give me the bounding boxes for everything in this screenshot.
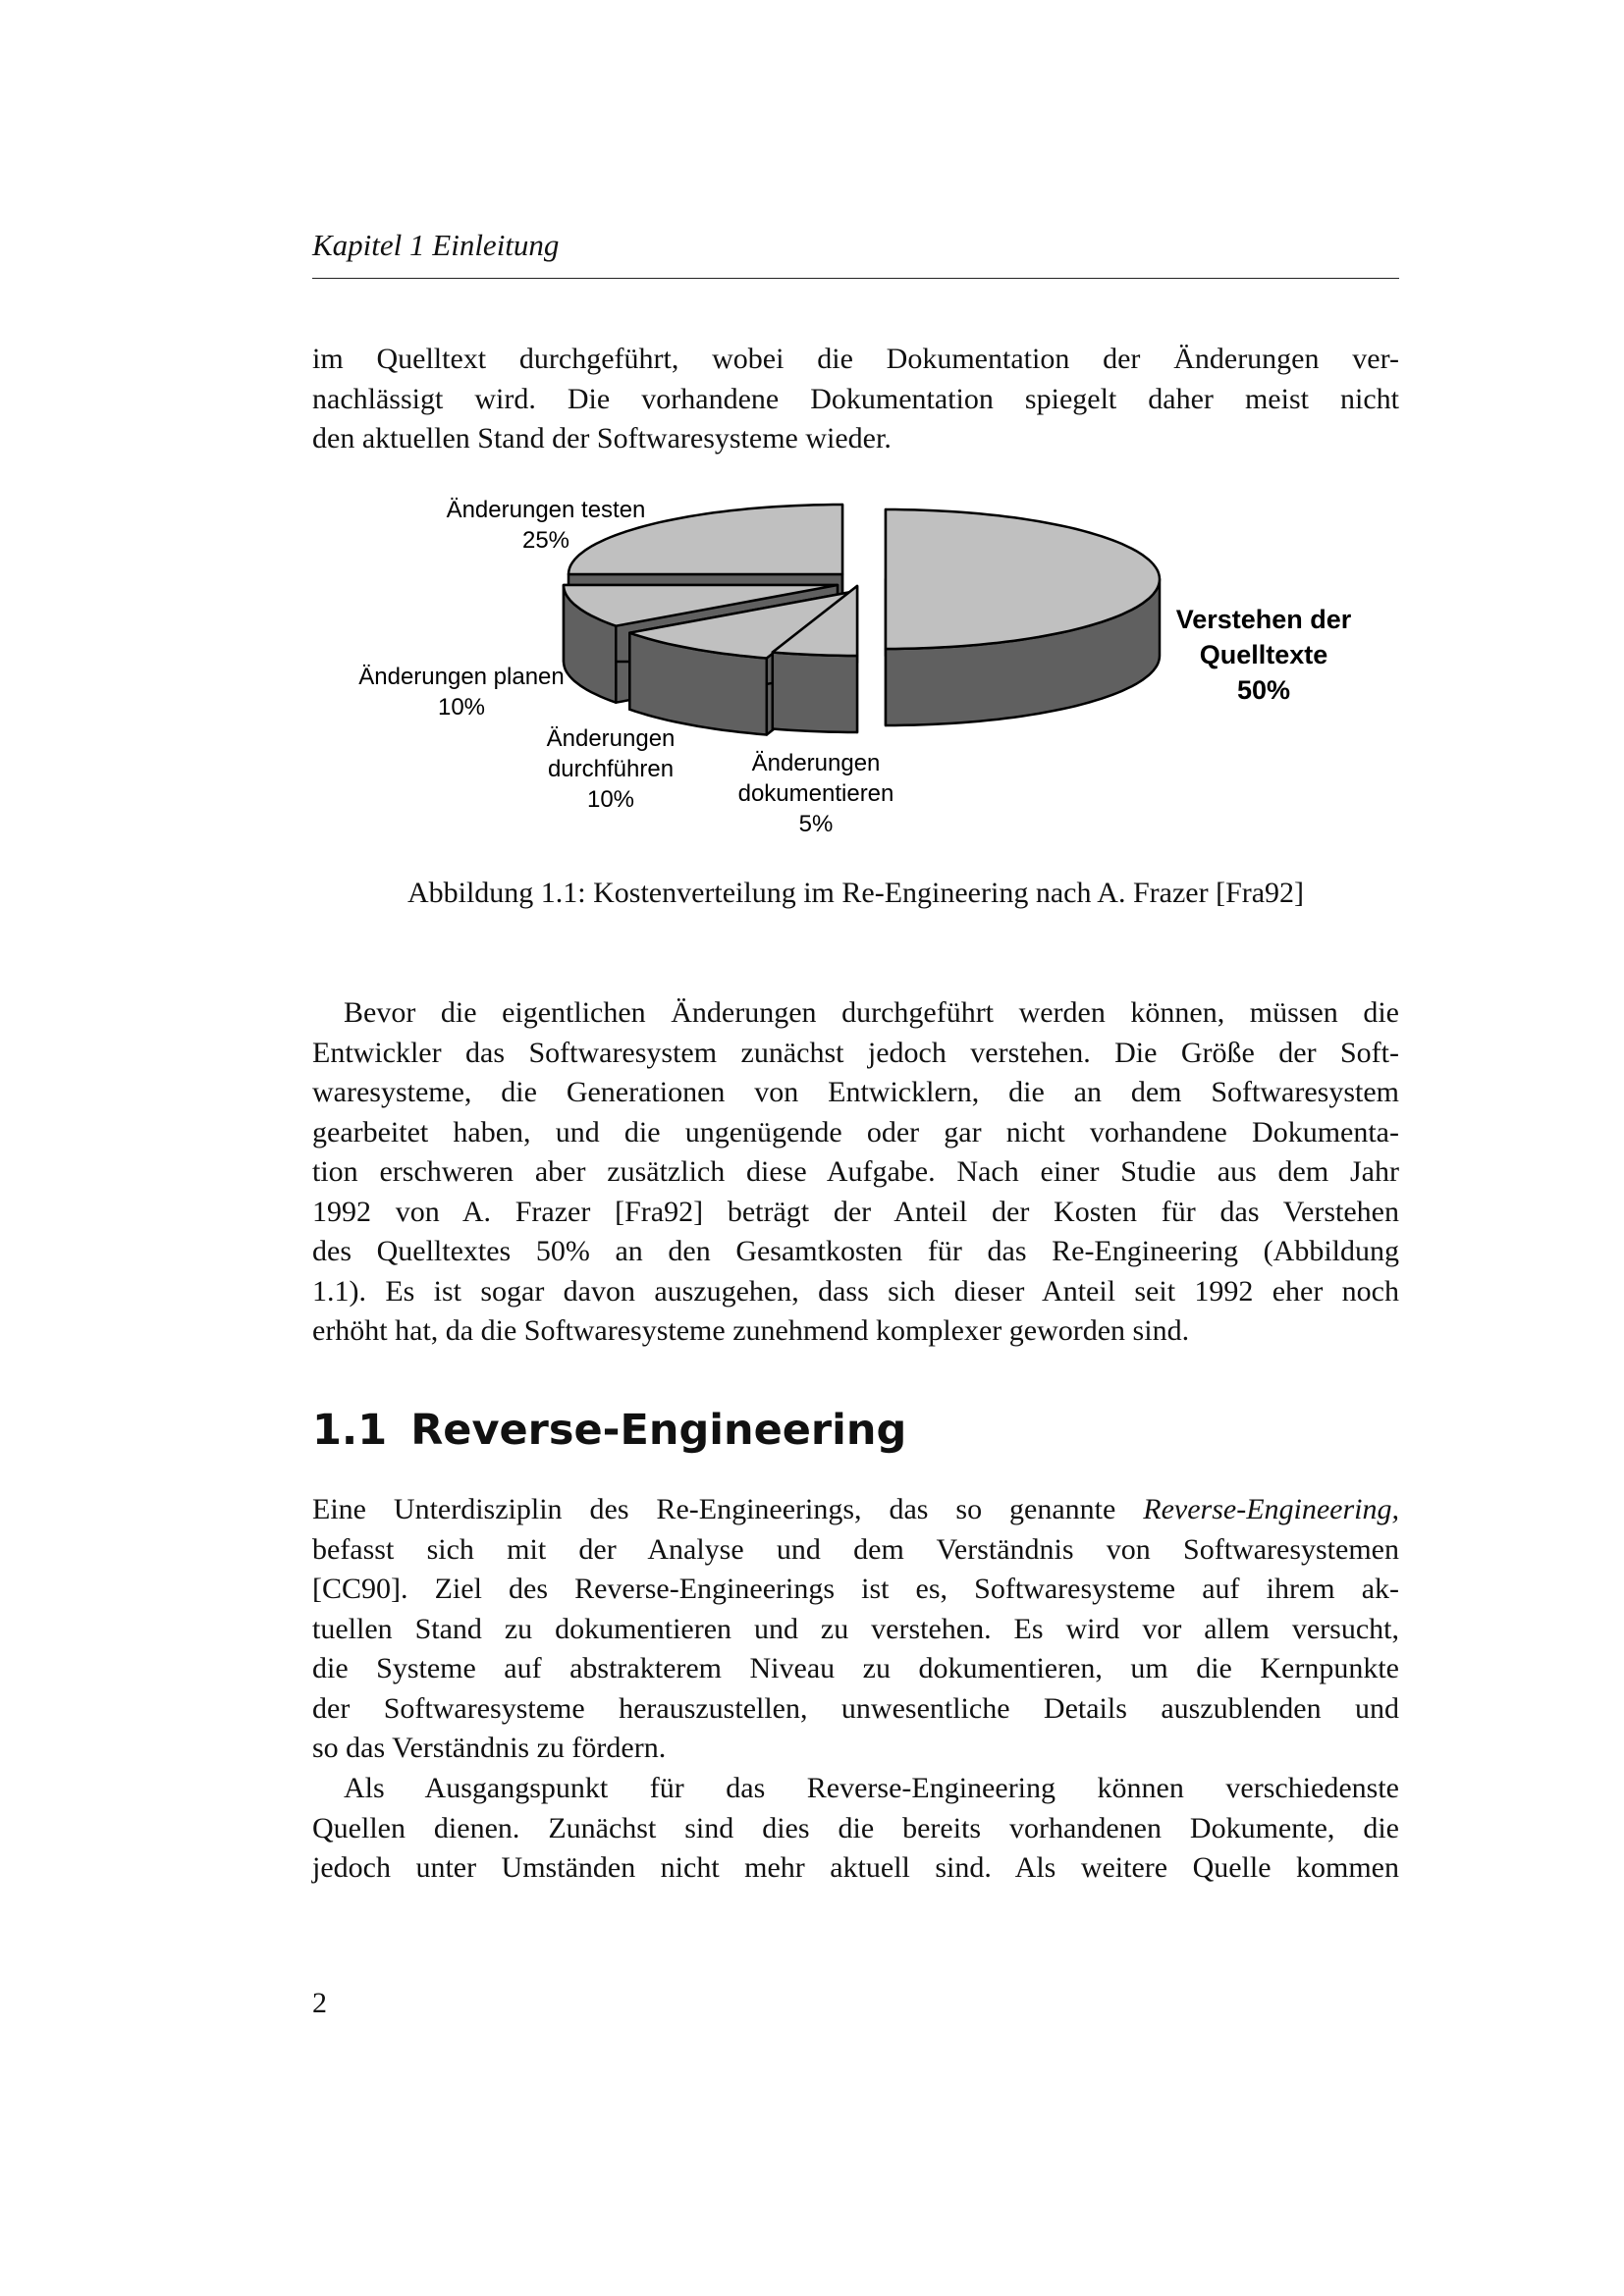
figure-caption: Abbildung 1.1: Kostenverteilung im Re-Engineering nach A. Frazer [Fra92] — [406, 877, 1305, 909]
text-line: waresysteme, die Generationen von Entwicklern, die an dem Softwaresystem — [312, 1076, 1399, 1108]
text-line: im Quelltext durchgeführt, wobei die Dokumentation der Änderungen ver- — [312, 343, 1399, 375]
slice-label: 50% — [1236, 675, 1291, 705]
slice-label: Änderungen planen — [358, 664, 565, 690]
running-header: Kapitel 1 Einleitung — [312, 228, 560, 262]
paragraph-sources — [312, 1769, 1399, 1889]
text-line: 1.1). Es ist sogar davon auszugehen, dass sich dieser Anteil seit 1992 eher noch — [312, 1274, 1399, 1308]
section-title: Reverse-Engineering — [410, 1406, 907, 1455]
text-line: Entwickler das Softwaresystem zunächst jedoch verstehen. Die Größe der Soft- — [312, 1036, 1399, 1069]
slice-label: 10% — [437, 694, 486, 721]
slice-label: 5% — [798, 811, 834, 837]
text-line: Quellen dienen. Zunächst sind dies die bereits vorhandenen Dokumente, die — [312, 1811, 1399, 1844]
text-line: Als Ausgangspunkt für das Reverse-Engineering können verschiedenste — [344, 1772, 1399, 1804]
text-line: den aktuellen Stand der Softwaresysteme wieder. — [312, 422, 892, 454]
slice-label: Änderungen — [751, 750, 881, 776]
text-segment: Eine Unterdisziplin des Re-Engineerings, das so genannte — [312, 1493, 1144, 1525]
text-line: erhöht hat, da die Softwaresysteme zunehmend komplexer geworden sind. — [312, 1314, 1190, 1347]
text-line: gearbeitet haben, und die ungenügende oder gar nicht vorhandene Dokumenta- — [312, 1115, 1399, 1148]
section-number: 1.1 — [312, 1406, 388, 1455]
section-heading — [312, 1406, 906, 1455]
slice-label: durchführen — [547, 756, 675, 782]
text-line: der Softwaresysteme herauszustellen, unwesentliche Details auszublenden und — [312, 1691, 1399, 1725]
text-line: tuellen Stand zu dokumentieren und zu verstehen. Es wird vor allem versucht, — [312, 1612, 1399, 1645]
paragraph-understanding — [312, 993, 1399, 1352]
slice-label: Änderungen testen — [446, 497, 646, 523]
slice-label: 25% — [521, 527, 570, 554]
pie-chart — [0, 0, 1624, 864]
emphasis-term: Reverse-Engineering, — [1143, 1493, 1399, 1525]
paragraph-reverse-engineering — [312, 1490, 1399, 1769]
text-line: des Quelltextes 50% an den Gesamtkosten für das Re-Engineering (Abbildung — [312, 1235, 1399, 1267]
page-number: 2 — [312, 1987, 327, 2019]
text-line — [312, 1490, 1399, 1530]
slice-1-side-wall — [773, 653, 857, 733]
text-line: tion erschweren aber zusätzlich diese Aufgabe. Nach einer Studie aus dem Jahr — [312, 1155, 1399, 1188]
text-line: so das Verständnis zu fördern. — [312, 1732, 667, 1764]
slice-label: Verstehen der — [1175, 605, 1352, 634]
slice-label: dokumentieren — [737, 780, 894, 807]
text-line: nachlässigt wird. Die vorhandene Dokumentation spiegelt daher meist nicht — [312, 382, 1399, 415]
text-line: befasst sich mit der Analyse und dem Verständnis von Softwaresystemen — [312, 1532, 1399, 1566]
text-line: 1992 von A. Frazer [Fra92] beträgt der Anteil der Kosten für das Verstehen — [312, 1195, 1399, 1228]
text-line: Bevor die eigentlichen Änderungen durchgeführt werden können, müssen die — [344, 996, 1399, 1029]
slice-label: Änderungen — [546, 725, 676, 752]
text-line: die Systeme auf abstrakterem Niveau zu dokumentieren, um die Kernpunkte — [312, 1652, 1399, 1684]
text-line: jedoch unter Umständen nicht mehr aktuell sind. Als weitere Quelle kommen — [312, 1851, 1399, 1884]
slice-label: 10% — [586, 786, 635, 813]
text-line: [CC90]. Ziel des Reverse-Engineerings ist es, Softwaresysteme auf ihrem ak- — [312, 1573, 1399, 1605]
slice-label: Quelltexte — [1199, 640, 1328, 669]
